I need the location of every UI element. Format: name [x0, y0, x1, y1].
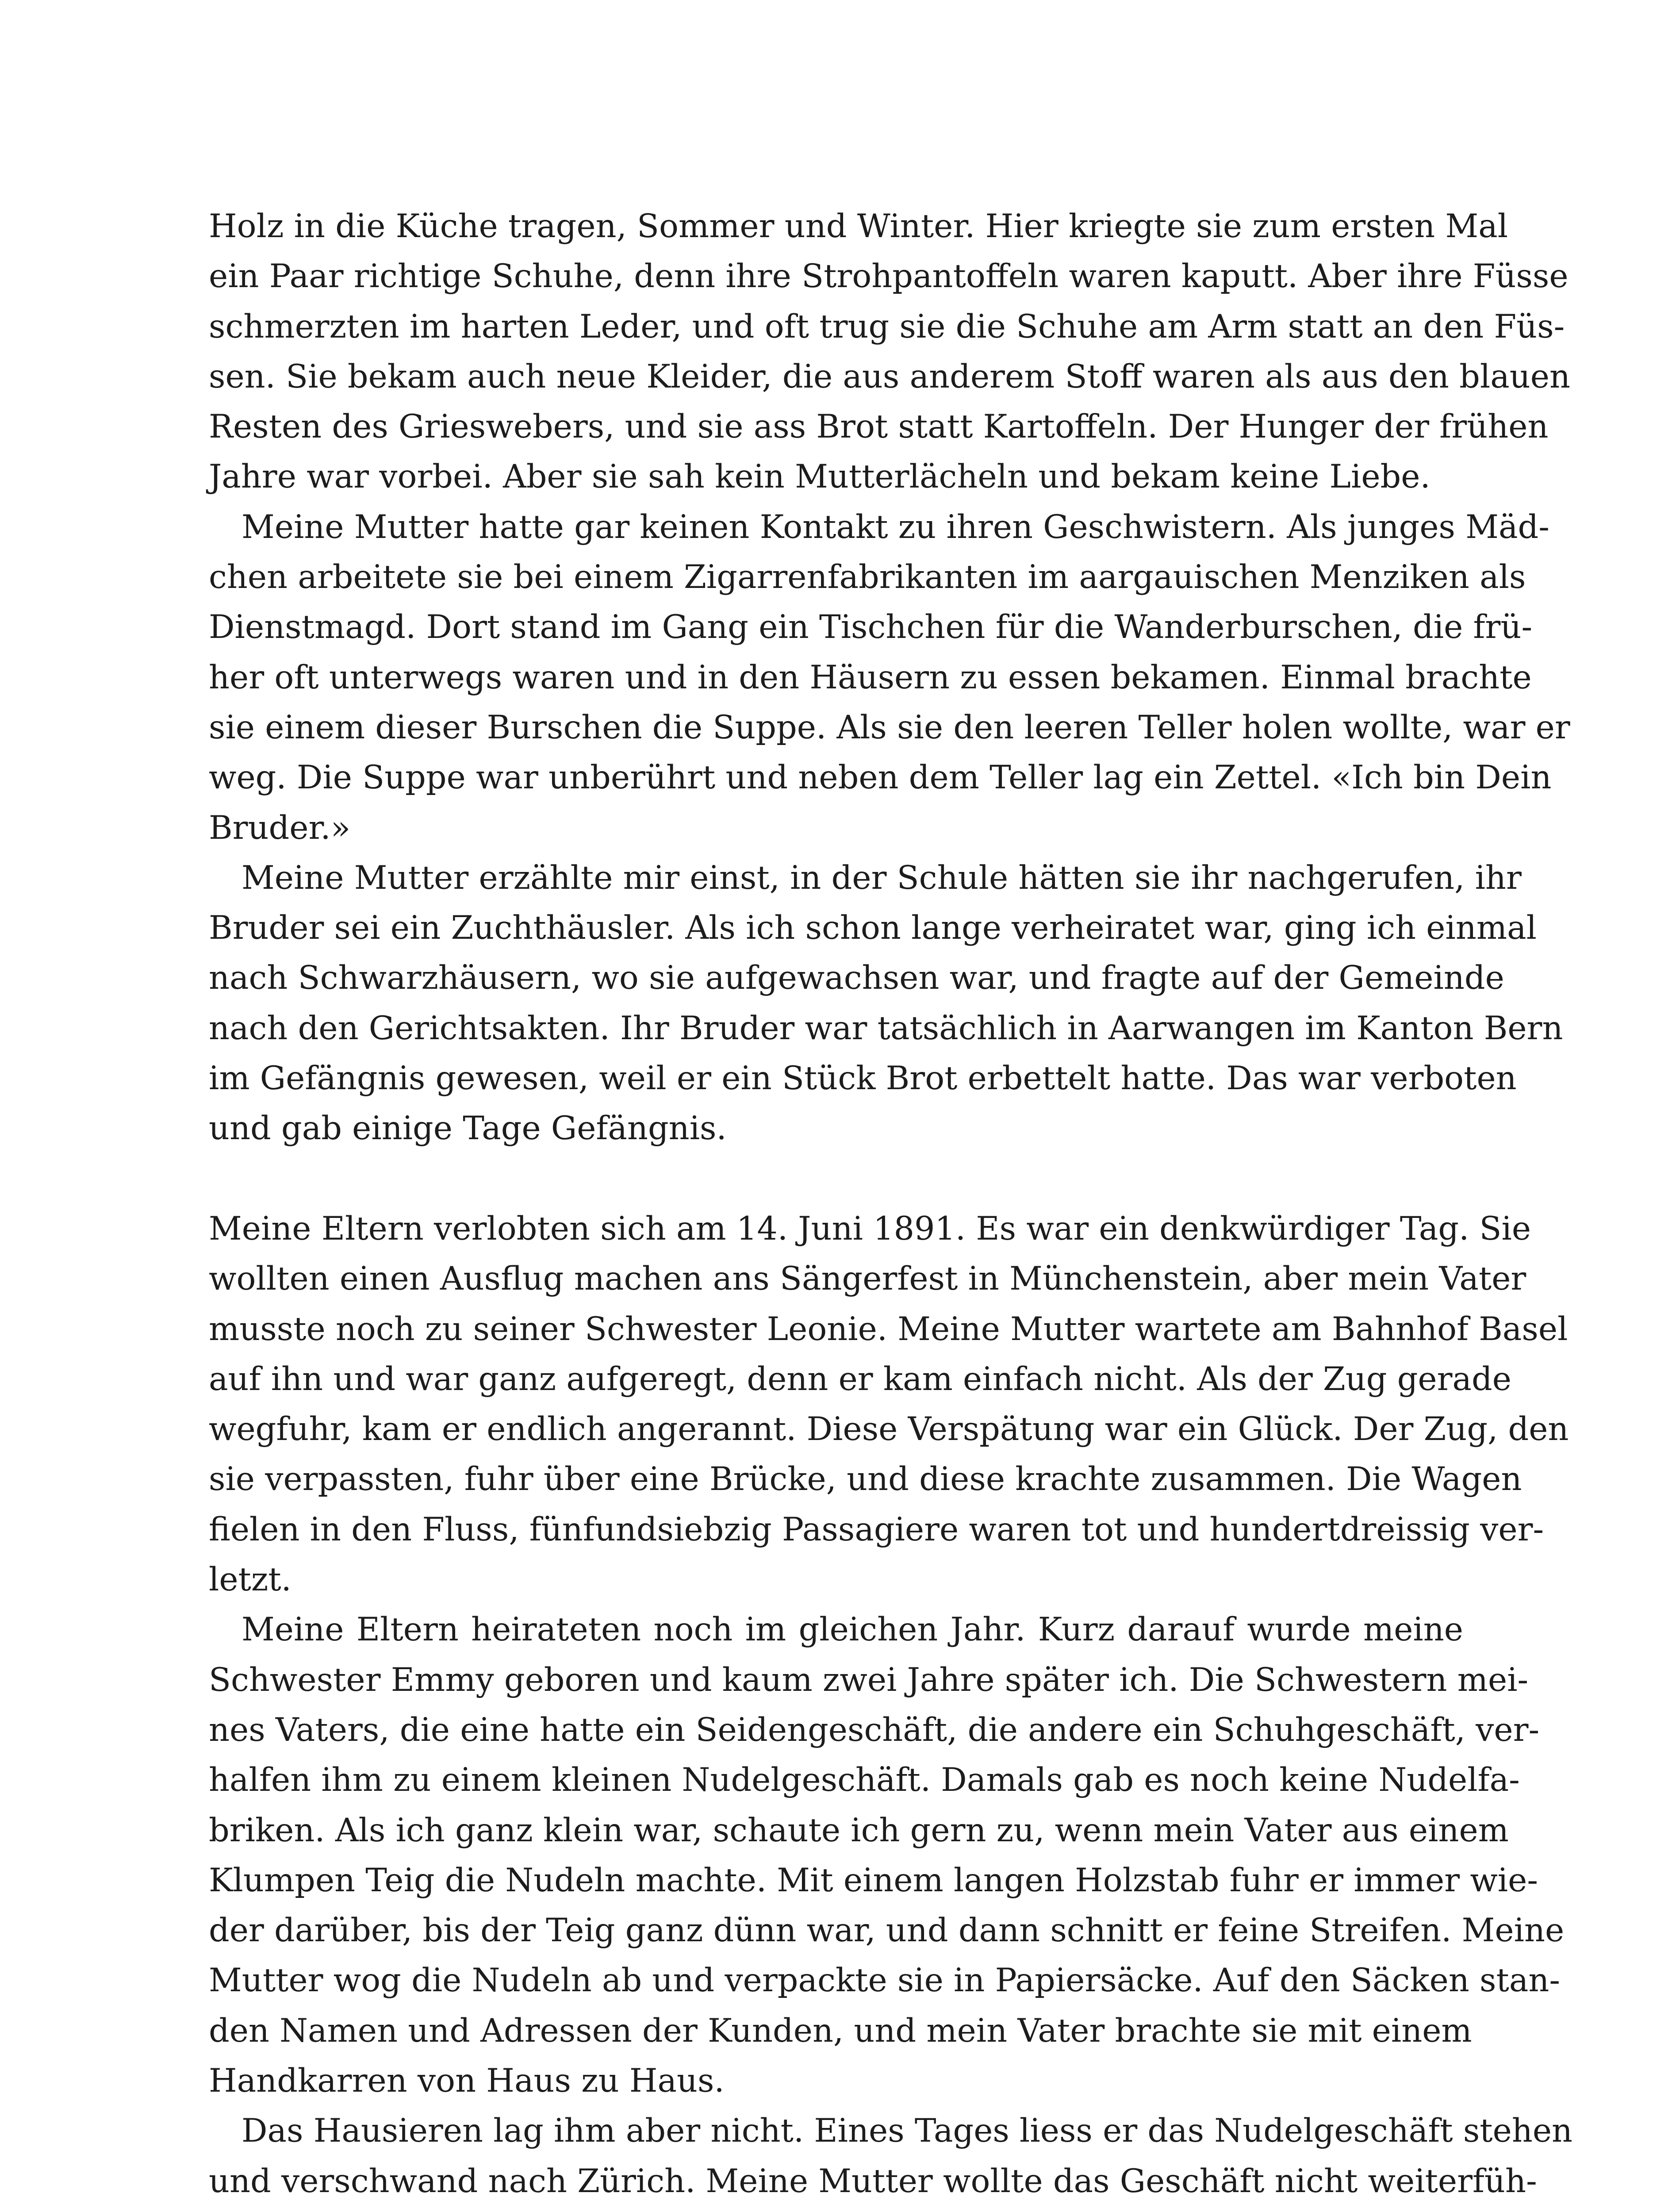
text-line: chen arbeitete sie bei einem Zigarrenfabrikanten im aargauischen Menziken als — [209, 558, 1526, 596]
text-line: Meine Eltern verlobten sich am 14. Juni 1891. Es war ein denkwürdiger Tag. Sie — [209, 1210, 1531, 1248]
text-line: halfen ihm zu einem kleinen Nudelgeschäft. Damals gab es noch keine Nudelfa- — [209, 1761, 1520, 1799]
text-line: briken. Als ich ganz klein war, schaute ich gern zu, wenn mein Vater aus einem — [209, 1811, 1509, 1849]
text-line: der darüber, bis der Teig ganz dünn war, und dann schnitt er feine Streifen. Meine — [209, 1912, 1565, 1950]
text-line: Jahre war vorbei. Aber sie sah kein Mutterlächeln und bekam keine Liebe. — [209, 458, 1430, 496]
text-line: Meine Eltern heirateten noch im gleichen Jahr. Kurz darauf wurde meine — [242, 1611, 1463, 1649]
text-line: Bruder.» — [209, 809, 351, 847]
text-line: wegfuhr, kam er endlich angerannt. Diese Verspätung war ein Glück. Der Zug, den — [209, 1410, 1569, 1448]
text-line: und verschwand nach Zürich. Meine Mutter wollte das Geschäft nicht weiterfüh- — [209, 2162, 1537, 2200]
text-line: Meine Mutter erzählte mir einst, in der Schule hätten sie ihr nachgerufen, ihr — [242, 859, 1522, 897]
text-line: musste noch zu seiner Schwester Leonie. Meine Mutter wartete am Bahnhof Basel — [209, 1310, 1568, 1348]
paragraph — [209, 1605, 1565, 2106]
text-line: schmerzten im harten Leder, und oft trug sie die Schuhe am Arm statt an den Füs- — [209, 307, 1565, 346]
text-line: weg. Die Suppe war unberührt und neben dem Teller lag ein Zettel. «Ich bin Dein — [209, 759, 1552, 797]
paragraph — [209, 201, 1570, 502]
section-break — [209, 1154, 1463, 1204]
text-line — [209, 2206, 1463, 2212]
paragraph — [209, 853, 1563, 1154]
text-line: Bruder sei ein Zuchthäusler. Als ich schon lange verheiratet war, ging ich einmal — [209, 909, 1537, 947]
text-line: nach Schwarzhäusern, wo sie aufgewachsen war, und fragte auf der Gemeinde — [209, 959, 1504, 997]
text-line: her oft unterwegs waren und in den Häusern zu essen bekamen. Einmal brachte — [209, 658, 1532, 696]
text-line: fielen in den Fluss, fünfundsiebzig Passagiere waren tot und hundertdreissig ver- — [209, 1510, 1544, 1548]
text-line: Klumpen Teig die Nudeln machte. Mit einem langen Holzstab fuhr er immer wie- — [209, 1861, 1538, 1899]
body-text — [209, 201, 1573, 2212]
text-line: Handkarren von Haus zu Haus. — [209, 2062, 725, 2100]
paragraph — [209, 502, 1570, 853]
text-line: den Namen und Adressen der Kunden, und mein Vater brachte sie mit einem — [209, 2012, 1472, 2050]
text-line: Mutter wog die Nudeln ab und verpackte sie in Papiersäcke. Auf den Säcken stan- — [209, 1962, 1561, 2000]
text-line: sie verpassten, fuhr über eine Brücke, und diese krachte zusammen. Die Wagen — [209, 1460, 1522, 1498]
text-line: Dienstmagd. Dort stand im Gang ein Tischchen für die Wanderburschen, die frü- — [209, 608, 1533, 646]
text-line: sen. Sie bekam auch neue Kleider, die aus anderem Stoff waren als aus den blauen — [209, 357, 1570, 396]
text-line: und gab einige Tage Gefängnis. — [209, 1110, 727, 1148]
text-line: Meine Mutter hatte gar keinen Kontakt zu ihren Geschwistern. Als junges Mäd- — [242, 508, 1549, 546]
text-line: sie einem dieser Burschen die Suppe. Als sie den leeren Teller holen wollte, war er — [209, 708, 1570, 746]
text-line: nes Vaters, die eine hatte ein Seidengeschäft, die andere ein Schuhgeschäft, ver- — [209, 1711, 1540, 1749]
text-line: Holz in die Küche tragen, Sommer und Winter. Hier kriegte sie zum ersten Mal — [209, 207, 1508, 245]
text-line: auf ihn und war ganz aufgeregt, denn er kam einfach nicht. Als der Zug gerade — [209, 1360, 1511, 1398]
paragraph — [209, 2106, 1573, 2212]
text-line: letzt. — [209, 1561, 291, 1599]
text-line: im Gefängnis gewesen, weil er ein Stück Brot erbettelt hatte. Das war verboten — [209, 1060, 1517, 1098]
text-line: ein Paar richtige Schuhe, denn ihre Strohpantoffeln waren kaputt. Aber ihre Füsse — [209, 257, 1568, 296]
text-line: nach den Gerichtsakten. Ihr Bruder war tatsächlich in Aarwangen im Kanton Bern — [209, 1009, 1563, 1047]
paragraph — [209, 1204, 1569, 1605]
text-line: wollten einen Ausflug machen ans Sängerfest in Münchenstein, aber mein Vater — [209, 1260, 1526, 1298]
text-line: Das Hausieren lag ihm aber nicht. Eines Tages liess er das Nudelgeschäft stehen — [242, 2112, 1573, 2150]
text-line: Schwester Emmy geboren und kaum zwei Jahre später ich. Die Schwestern mei- — [209, 1661, 1529, 1699]
text-line: Resten des Grieswebers, und sie ass Brot statt Kartoffeln. Der Hunger der frühen — [209, 408, 1549, 446]
